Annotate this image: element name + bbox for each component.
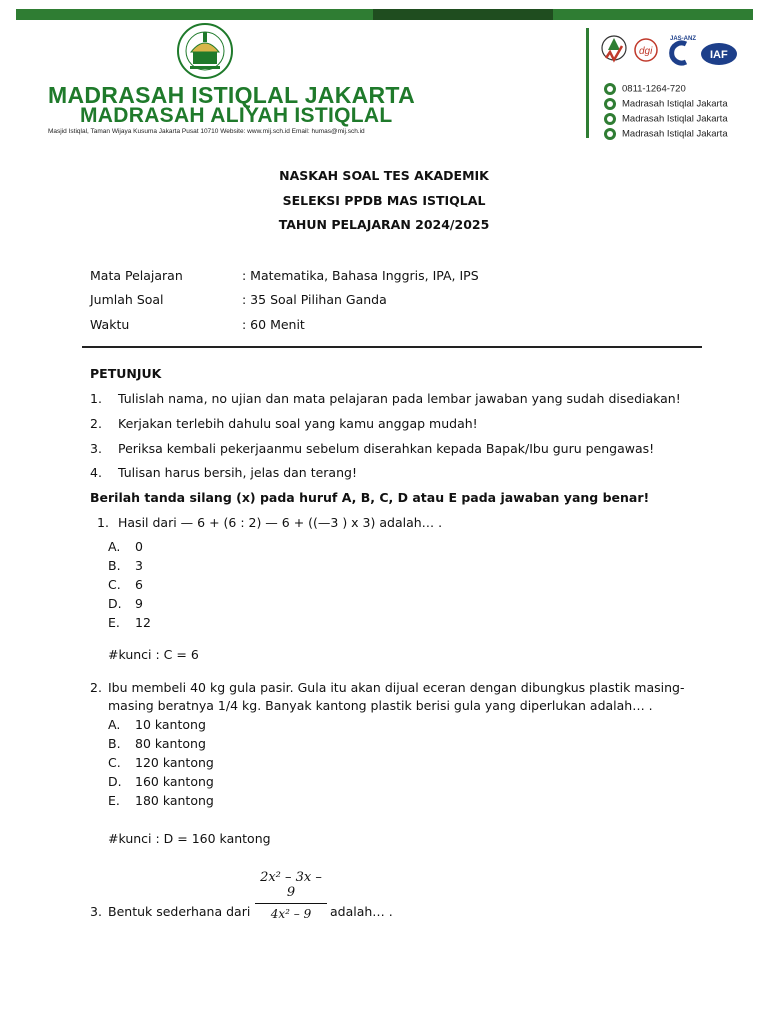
certification-logos (600, 30, 740, 78)
option-letter: D. (108, 596, 122, 611)
youtube-text: Madrasah Istiqlal Jakarta (622, 113, 728, 125)
contact-youtube (604, 113, 728, 125)
instagram-icon (604, 128, 616, 140)
instruction-number: 1. (90, 391, 102, 406)
fraction-denominator: 4x² – 9 (270, 907, 312, 921)
answer-key: #kunci : D = 160 kantong (108, 831, 271, 846)
section-divider (82, 346, 702, 348)
option-letter: C. (108, 755, 121, 770)
option-letter: E. (108, 615, 120, 630)
option-letter: C. (108, 577, 121, 592)
option-text: 180 kantong (135, 793, 214, 808)
question-text: Bentuk sederhana dari (108, 904, 251, 919)
option-text: 9 (135, 596, 143, 611)
count-label: Jumlah Soal (90, 292, 164, 307)
option-letter: B. (108, 558, 121, 573)
question-text-after: adalah… . (330, 904, 393, 919)
count-value: : 35 Soal Pilihan Ganda (242, 292, 387, 307)
instructions-heading: PETUNJUK (90, 366, 162, 381)
school-logo-icon (176, 22, 234, 80)
time-value: : 60 Menit (242, 317, 305, 332)
contact-facebook (604, 98, 728, 110)
question-number: 3. (90, 904, 102, 919)
school-name: MADRASAH ISTIQLAL JAKARTA (48, 82, 415, 108)
question-number: 1. (97, 515, 109, 530)
option-text: 3 (135, 558, 143, 573)
instruction-number: 4. (90, 465, 102, 480)
option-text: 6 (135, 577, 143, 592)
jas-anz-label: JAS-ANZ (670, 36, 697, 42)
option-letter: A. (108, 539, 121, 554)
contact-phone (604, 83, 686, 95)
fraction-numerator: 2x² – 3x – 9 (255, 870, 327, 904)
option-letter: D. (108, 774, 122, 789)
answer-key: #kunci : C = 6 (108, 647, 199, 662)
facebook-text: Madrasah Istiqlal Jakarta (622, 98, 728, 110)
facebook-icon (604, 98, 616, 110)
doc-title-line1: NASKAH SOAL TES AKADEMIK (279, 168, 489, 183)
whatsapp-icon (604, 83, 616, 95)
question-text: Hasil dari — 6 + (6 : 2) — 6 + ((—3 ) x 3) adalah… . (118, 515, 443, 530)
option-text: 120 kantong (135, 755, 214, 770)
subject-label: Mata Pelajaran (90, 268, 183, 283)
instruction-item: Tulislah nama, no ujian dan mata pelajaran pada lembar jawaban yang sudah disediakan! (118, 391, 681, 406)
instruction-item: Tulisan harus bersih, jelas dan terang! (118, 465, 357, 480)
subject-value: : Matematika, Bahasa Inggris, IPA, IPS (242, 268, 479, 283)
option-letter: A. (108, 717, 121, 732)
instruction-item: Periksa kembali pekerjaanmu sebelum diserahkan kepada Bapak/Ibu guru pengawas! (118, 441, 655, 456)
option-text: 160 kantong (135, 774, 214, 789)
option-text: 10 kantong (135, 717, 206, 732)
jas-anz-logo-icon (672, 43, 686, 63)
question-text: Ibu membeli 40 kg gula pasir. Gula itu akan dijual eceran dengan dibungkus plastik masing- (108, 680, 685, 695)
instruction-number: 2. (90, 416, 102, 431)
option-text: 0 (135, 539, 143, 554)
instruction-item: Kerjakan terlebih dahulu soal yang kamu anggap mudah! (118, 416, 478, 431)
school-address: Masjid Istiqlal, Taman Wijaya Kusuma Jakarta Pusat 10710 Website: www.mij.sch.id Email: humas@mij.sch.id (48, 128, 365, 135)
option-letter: B. (108, 736, 121, 751)
iaf-label: IAF (710, 49, 728, 61)
doc-title-line3: TAHUN PELAJARAN 2024/2025 (278, 217, 490, 232)
option-letter: E. (108, 793, 120, 808)
phone-text: 0811-1264-720 (622, 83, 686, 95)
school-subname: MADRASAH ALIYAH ISTIQLAL (80, 104, 393, 127)
option-text: 12 (135, 615, 151, 630)
doc-title-line2: SELEKSI PPDB MAS ISTIQLAL (282, 193, 486, 208)
header-top-bar (16, 9, 753, 20)
instruction-number: 3. (90, 441, 102, 456)
instagram-text: Madrasah Istiqlal Jakarta (622, 128, 728, 140)
youtube-icon (604, 113, 616, 125)
option-text: 80 kantong (135, 736, 206, 751)
question-text-cont: masing beratnya 1/4 kg. Banyak kantong plastik berisi gula yang diperlukan adalah… . (108, 698, 653, 713)
question-number: 2. (90, 680, 102, 695)
time-label: Waktu (90, 317, 130, 332)
dgi-label: dgi (639, 46, 653, 57)
header-divider (586, 28, 589, 138)
fraction-expression (255, 870, 327, 921)
answer-directive: Berilah tanda silang (x) pada huruf A, B, C, D atau E pada jawaban yang benar! (90, 490, 650, 505)
contact-instagram (604, 128, 728, 140)
